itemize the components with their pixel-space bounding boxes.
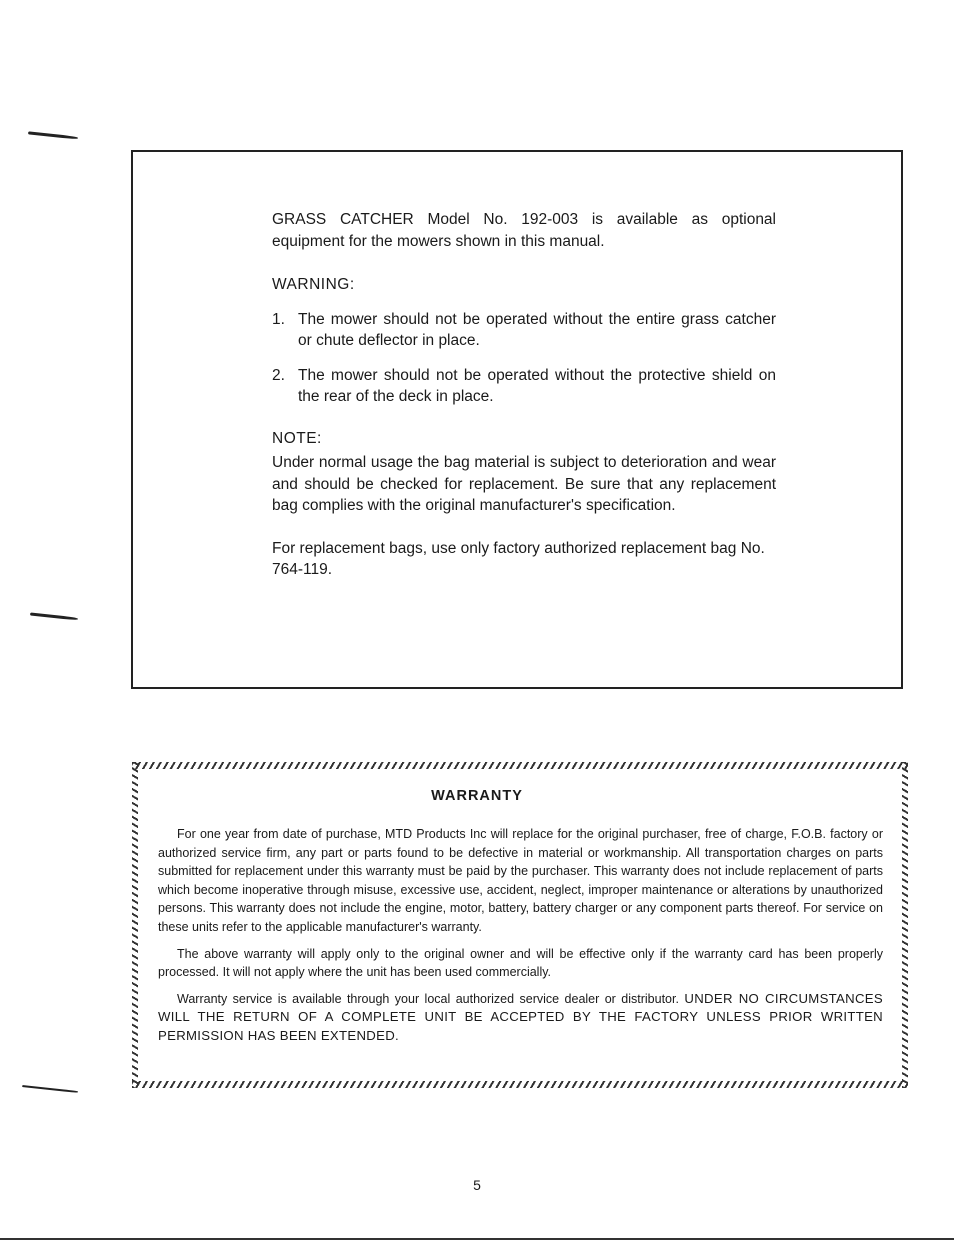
grass-catcher-notice bbox=[272, 209, 776, 581]
warranty-caps-text: UNDER NO CIRCUMSTANCES WILL THE RETURN OF A COMPLETE UNIT BE ACCEPTED BY THE FACTORY UNLESS PRIOR WRITTEN PERMISSION HAS BEEN EXTENDED. bbox=[158, 990, 883, 1043]
decorative-border-top bbox=[132, 762, 908, 769]
warranty-service-text: Warranty service is available through your local authorized service dealer or distributor. bbox=[177, 991, 679, 1006]
notice-intro: GRASS CATCHER Model No. 192-003 is available as optional equipment for the mowers shown in this manual. bbox=[272, 211, 776, 250]
warning-item bbox=[272, 309, 776, 352]
warranty-paragraph bbox=[158, 990, 883, 1046]
warning-heading: WARNING: bbox=[272, 276, 355, 293]
warning-item bbox=[272, 365, 776, 408]
warning-text: The mower should not be operated without the entire grass catcher or chute deflector in place. bbox=[298, 310, 776, 349]
bottom-edge-line bbox=[0, 1238, 954, 1240]
replacement-bag-note: For replacement bags, use only factory authorized replacement bag No. 764-119. bbox=[272, 539, 765, 578]
warranty-title: WARRANTY bbox=[431, 788, 523, 804]
warning-text: The mower should not be operated without the protective shield on the rear of the deck in place. bbox=[298, 366, 776, 405]
decorative-border-right bbox=[902, 762, 908, 1088]
decorative-border-bottom bbox=[132, 1081, 908, 1088]
decorative-border-left bbox=[132, 762, 138, 1088]
binder-hole-mark bbox=[22, 1085, 78, 1093]
binder-hole-mark bbox=[28, 131, 78, 139]
warranty-text bbox=[158, 825, 883, 1046]
note-body: Under normal usage the bag material is subject to deterioration and wear and should be checked for replacement. Be sure that any replacement bag complies with the original manufacturer's specification. bbox=[272, 454, 776, 514]
warranty-paragraph: For one year from date of purchase, MTD Products Inc will replace for the original purchaser, free of charge, F.O.B. factory or authorized service firm, any part or parts found to be defective in material or workmanship. All transportation charges on parts submitted for replacement under this warranty must be paid by the purchaser. This warranty does not include replacement of parts which become inoperative through misuse, excessive use, accident, neglect, improper maintenance or alterations by unauthorized persons. This warranty does not include the engine, motor, battery, battery charger or any component parts thereof. For service on these units refer to the applicable manufacturer's warranty. bbox=[158, 827, 883, 934]
warranty-paragraph: The above warranty will apply only to the original owner and will be effective only if the warranty card has been properly processed. It will not apply where the unit has been used commercially. bbox=[158, 946, 883, 980]
warning-number: 1. bbox=[272, 310, 285, 328]
warning-number: 2. bbox=[272, 366, 285, 384]
note-heading: NOTE: bbox=[272, 429, 322, 447]
binder-hole-mark bbox=[30, 612, 78, 620]
page-number: 5 bbox=[473, 1177, 481, 1193]
